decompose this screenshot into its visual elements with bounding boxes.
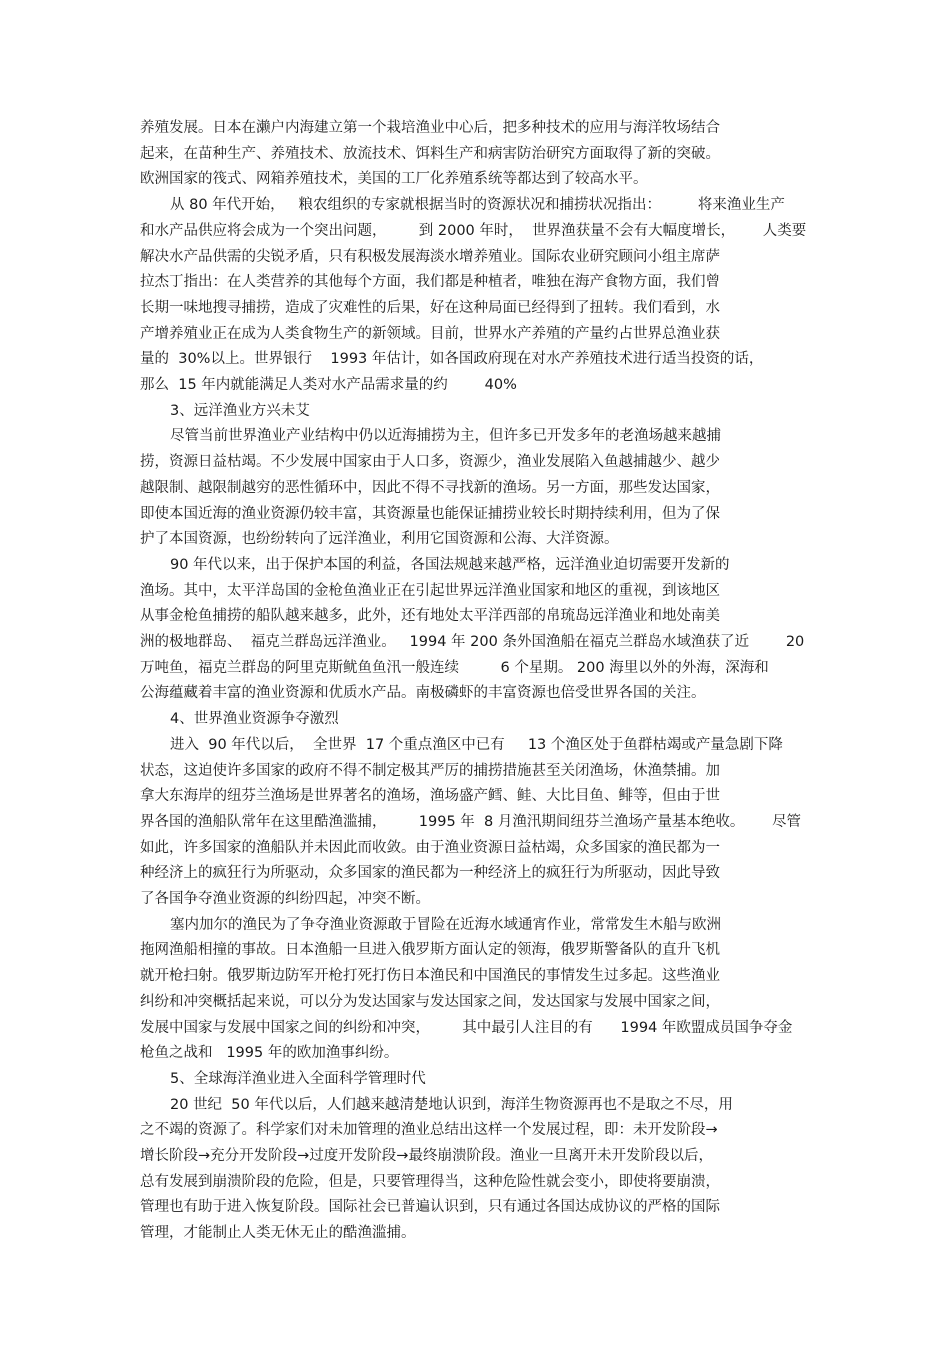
text-line: 界各国的渔船队常年在这里酷渔滥捕， 1995 年 8 月渔汛期间纽芬兰渔场产量基本绝收。 尽管: [140, 813, 801, 830]
text-line: 纠纷和冲突概括起来说，可以分为发达国家与发达国家之间，发达国家与发展中国家之间，: [140, 993, 720, 1010]
text-line: 总有发展到崩溃阶段的危险，但是，只要管理得当，这种危险性就会变小，即使将要崩溃，: [140, 1173, 720, 1190]
text-line: 管理，才能制止人类无休无止的酷渔滥捕。: [140, 1225, 416, 1242]
text-line: 塞内加尔的渔民为了争夺渔业资源敢于冒险在近海水域通宵作业，常常发生木船与欧洲: [170, 916, 721, 933]
text-line: 量的 30%以上。世界银行 1993 年估计，如各国政府现在对水产养殖技术进行适当投资的话，: [140, 351, 764, 368]
text-line: 渔场。其中，太平洋岛国的金枪鱼渔业正在引起世界远洋渔业国家和地区的重视，到该地区: [140, 582, 720, 599]
text-line: 4、世界渔业资源争夺激烈: [170, 711, 339, 728]
text-line: 增长阶段→充分开发阶段→过度开发阶段→最终崩溃阶段。渔业一旦离开未开发阶段以后，: [140, 1148, 713, 1164]
text-line: 欧洲国家的筏式、网箱养殖技术，美国的工厂化养殖系统等都达到了较高水平。: [140, 171, 648, 188]
text-line: 那么 15 年内就能满足人类对水产品需求量的约 40%: [140, 377, 517, 393]
text-line: 20 世纪 50 年代以后，人们越来越清楚地认识到，海洋生物资源再也不是取之不尽，用: [170, 1096, 733, 1113]
text-line: 尽管当前世界渔业产业结构中仍以近海捕捞为主，但许多已开发多年的老渔场越来越捕: [170, 428, 721, 445]
text-line: 长期一味地搜寻捕捞，造成了灾难性的后果，好在这种局面已经得到了扭转。我们看到，水: [140, 299, 720, 316]
text-line: 种经济上的疯狂行为所驱动，众多国家的渔民都为一种经济上的疯狂行为所驱动，因此导致: [140, 865, 720, 882]
text-line: 状态，这迫使许多国家的政府不得不制定极其严厉的捕捞措施甚至关闭渔场，休渔禁捕。加: [140, 762, 720, 779]
text-line: 起来，在苗种生产、养殖技术、放流技术、饵料生产和病害防治研究方面取得了新的突破。: [140, 145, 720, 162]
text-line: 5、全球海洋渔业进入全面科学管理时代: [170, 1070, 426, 1087]
text-line: 养殖发展。日本在濑户内海建立第一个栽培渔业中心后，把多种技术的应用与海洋牧场结合: [140, 120, 720, 136]
text-line: 如此，许多国家的渔船队并未因此而收敛。由于渔业资源日益枯竭，众多国家的渔民都为一: [140, 839, 720, 856]
text-line: 解决水产品供需的尖锐矛盾，只有积极发展海淡水增养殖业。国际农业研究顾问小组主席萨: [140, 248, 720, 265]
text-line: 产增养殖业正在成为人类食物生产的新领域。目前，世界水产养殖的产量约占世界总渔业获: [140, 325, 720, 342]
text-line: 就开枪扫射。俄罗斯边防军开枪打死打伤日本渔民和中国渔民的事情发生过多起。这些渔业: [140, 968, 720, 985]
text-line: 3、远洋渔业方兴未艾: [170, 402, 310, 419]
text-line: 进入 90 年代以后， 全世界 17 个重点渔区中已有 13 个渔区处于鱼群枯竭或产量急剧下降: [170, 736, 783, 753]
text-line: 发展中国家与发展中国家之间的纠纷和冲突， 其中最引人注目的有 1994 年欧盟成员国争夺金: [140, 1019, 793, 1036]
text-line: 护了本国资源，也纷纷转向了远洋渔业，利用它国资源和公海、大洋资源。: [140, 531, 619, 548]
text-line: 从事金枪鱼捕捞的船队越来越多，此外，还有地处太平洋西部的帛琉岛远洋渔业和地处南美: [140, 608, 720, 625]
text-line: 从 80 年代开始， 粮农组织的专家就根据当时的资源状况和捕捞状况指出： 将来渔业生产: [170, 197, 785, 214]
text-line: 万吨鱼，福克兰群岛的阿里克斯鱿鱼鱼汛一般连续 6 个星期。 200 海里以外的外海，深海和: [140, 659, 769, 676]
text-line: 即使本国近海的渔业资源仍较丰富，其资源量也能保证捕捞业较长时期持续利用，但为了保: [140, 505, 720, 522]
text-line: 枪鱼之战和 1995 年的欧加渔事纠纷。: [140, 1045, 399, 1062]
text-line: 洲的极地群岛、 福克兰群岛远洋渔业。 1994 年 200 条外国渔船在福克兰群岛水域渔获了近 20: [140, 634, 805, 650]
text-line: 和水产品供应将会成为一个突出问题， 到 2000 年时， 世界渔获量不会有大幅度增长， 人类要: [140, 222, 807, 239]
text-line: 拉杰丁指出：在人类营养的其他每个方面，我们都是种植者，唯独在海产食物方面，我们曾: [140, 274, 720, 291]
text-line: 90 年代以来，出于保护本国的利益，各国法规越来越严格，远洋渔业迫切需要开发新的: [170, 556, 730, 573]
text-line: 之不竭的资源了。科学家们对未加管理的渔业总结出这样一个发展过程，即：未开发阶段→: [140, 1122, 718, 1139]
text-line: 管理也有助于进入恢复阶段。国际社会已普遍认识到，只有通过各国达成协议的严格的国际: [140, 1199, 720, 1216]
text-line: 捞，资源日益枯竭。不少发展中国家由于人口多，资源少，渔业发展陷入鱼越捕越少、越少: [140, 454, 720, 471]
text-line: 了各国争夺渔业资源的纠纷四起，冲突不断。: [140, 891, 430, 907]
text-line: 公海蕴藏着丰富的渔业资源和优质水产品。南极磷虾的丰富资源也倍受世界各国的关注。: [140, 685, 706, 702]
text-line: 拿大东海岸的纽芬兰渔场是世界著名的渔场，渔场盛产鳕、鲑、大比目鱼、鲱等，但由于世: [140, 788, 720, 805]
text-line: 拖网渔船相撞的事故。日本渔船一旦进入俄罗斯方面认定的领海，俄罗斯警备队的直升飞机: [140, 942, 720, 959]
text-line: 越限制、越限制越穷的恶性循环中，因此不得不寻找新的渔场。另一方面，那些发达国家，: [140, 479, 720, 496]
